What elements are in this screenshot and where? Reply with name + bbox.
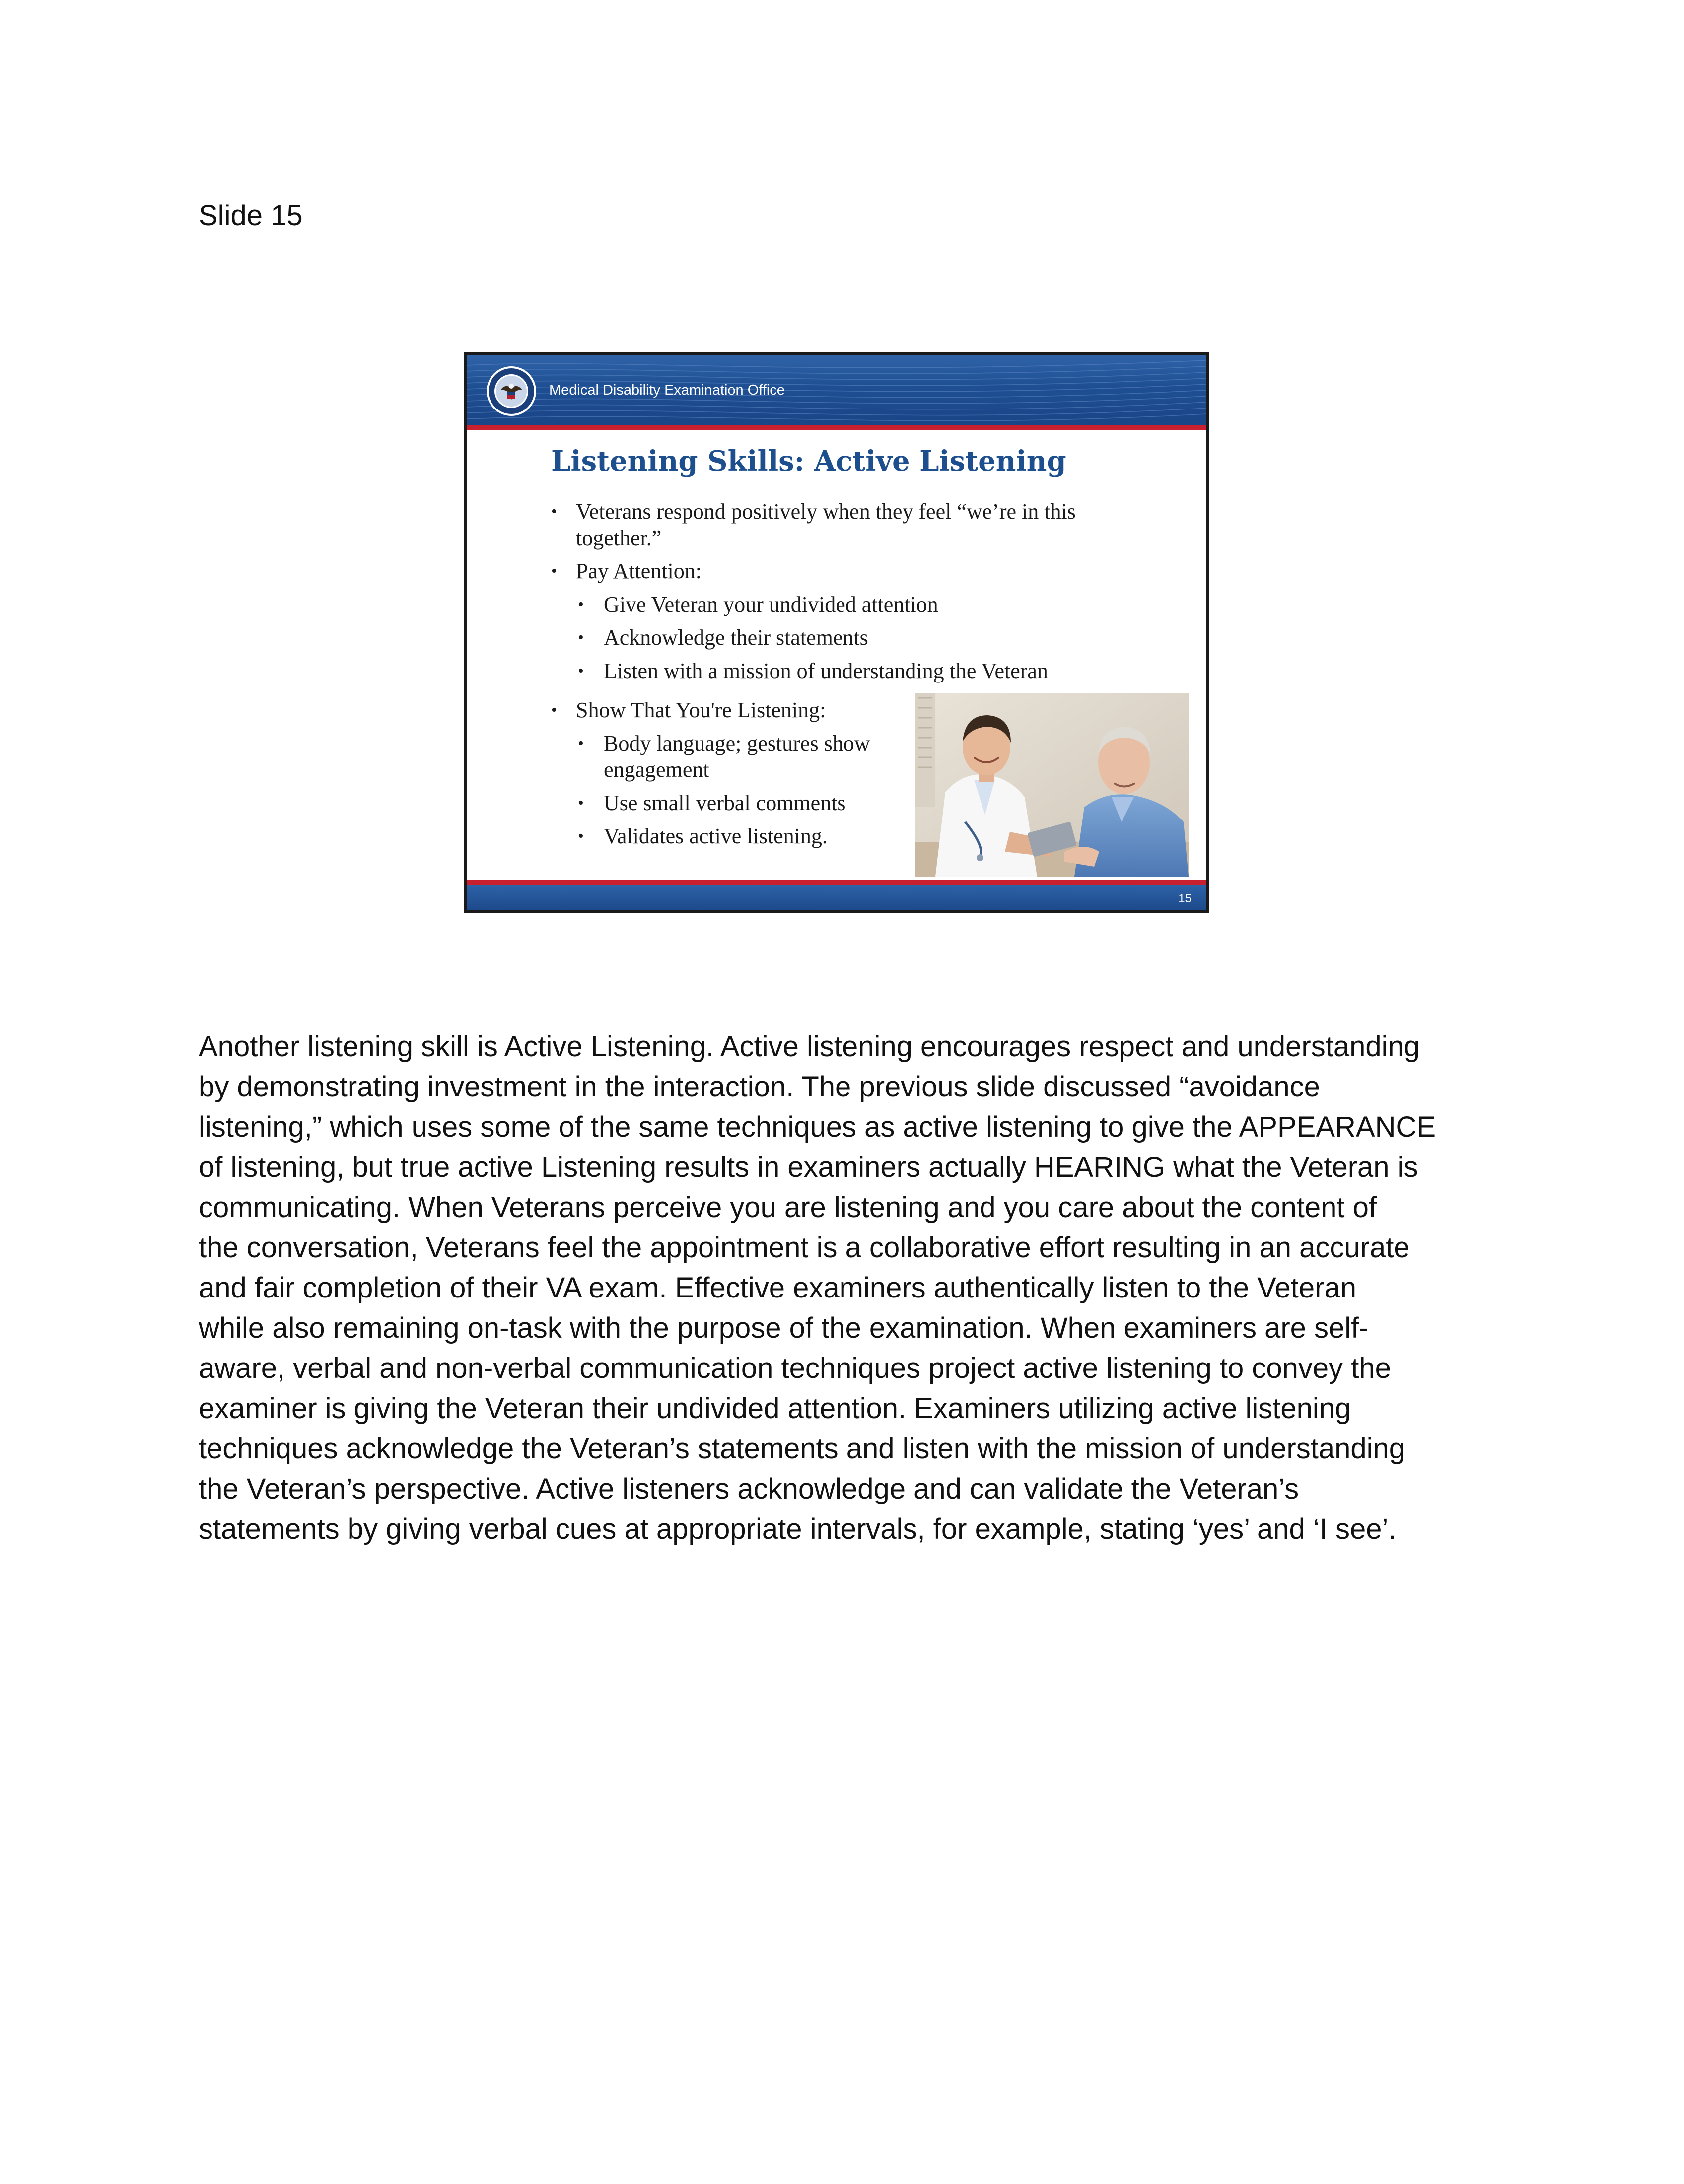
- sub-bullet-text: engagement: [604, 757, 709, 782]
- notes-line: statements by giving verbal cues at appropriate intervals, for example, stating ‘yes’ and ‘I see’.: [199, 1513, 1397, 1545]
- header-red-stripe: [467, 425, 1206, 430]
- sub-bullet-item: [551, 591, 1177, 617]
- footer-red-stripe: [467, 880, 1206, 885]
- sub-bullet-item: [551, 624, 1177, 651]
- bullet-item: [551, 558, 1177, 584]
- notes-line: aware, verbal and non-verbal communication techniques project active listening to convey the: [199, 1352, 1391, 1384]
- slide-footer-banner: [467, 885, 1206, 913]
- bullet-text: Show That You're Listening:: [576, 698, 826, 722]
- sub-bullet-text: Listen with a mission of understanding the Veteran: [604, 659, 1048, 683]
- bullet-text: together.”: [576, 526, 662, 550]
- sub-bullet-text: Validates active listening.: [604, 824, 828, 848]
- notes-line: the Veteran’s perspective. Active listeners acknowledge and can validate the Veteran’s: [199, 1473, 1299, 1505]
- slide-page-number: 15: [1178, 892, 1192, 905]
- notes-line: by demonstrating investment in the interaction. The previous slide discussed “avoidance: [199, 1071, 1320, 1103]
- slide-title: Listening Skills: Active Listening: [551, 445, 1066, 478]
- notes-line: and fair completion of their VA exam. Effective examiners authentically listen to the Veteran: [199, 1272, 1357, 1304]
- sub-bullet-text: Give Veteran your undivided attention: [604, 592, 938, 616]
- sub-bullet-item: [551, 658, 1177, 684]
- notes-line: Another listening skill is Active Listening. Active listening encourages respect and understanding: [199, 1030, 1420, 1063]
- notes-line: examiner is giving the Veteran their undivided attention. Examiners utilizing active listening: [199, 1392, 1351, 1425]
- bullet-item: [551, 498, 1177, 551]
- notes-line: techniques acknowledge the Veteran’s statements and listen with the mission of understanding: [199, 1433, 1405, 1465]
- notes-line: of listening, but true active Listening results in examiners actually HEARING what the Veteran is: [199, 1151, 1418, 1183]
- notes-line: communicating. When Veterans perceive you are listening and you care about the content of: [199, 1191, 1377, 1224]
- sub-bullet-text: Body language; gestures show: [604, 731, 870, 755]
- slide-label: Slide 15: [199, 200, 303, 232]
- notes-line: listening,” which uses some of the same techniques as active listening to give the APPEARANCE: [199, 1111, 1436, 1143]
- notes-line: while also remaining on-task with the purpose of the examination. When examiners are self-: [199, 1312, 1369, 1344]
- sub-bullet-text: Acknowledge their statements: [604, 625, 868, 650]
- speaker-notes-paragraph: [199, 1026, 1489, 1549]
- doctor-veteran-photo: [915, 693, 1189, 877]
- va-seal-logo: [486, 365, 537, 417]
- slide-header-banner: [467, 355, 1206, 425]
- sub-bullet-text: Use small verbal comments: [604, 791, 846, 815]
- bullet-text: Veterans respond positively when they feel “we’re in this: [576, 499, 1076, 524]
- slide-thumbnail: [464, 352, 1209, 913]
- notes-line: the conversation, Veterans feel the appointment is a collaborative effort resulting in an accurate: [199, 1231, 1410, 1264]
- bullet-text: Pay Attention:: [576, 559, 702, 583]
- office-name: Medical Disability Examination Office: [549, 382, 785, 398]
